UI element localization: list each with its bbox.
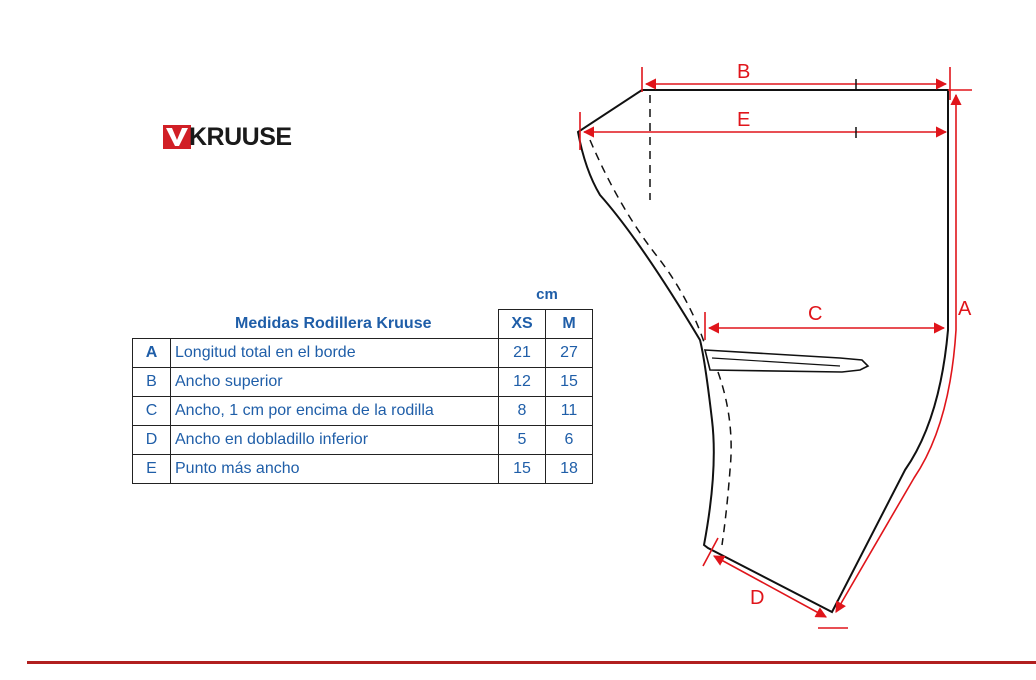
dim-label-a: A [958, 298, 972, 320]
row-value-xs: 8 [499, 397, 546, 426]
dim-label-b: B [737, 61, 751, 83]
row-value-m: 27 [546, 339, 593, 368]
row-value-m: 6 [546, 426, 593, 455]
unit-label: cm [536, 286, 558, 303]
size-header-xs: XS [499, 310, 546, 339]
dim-label-e: E [737, 109, 751, 131]
strap [705, 350, 868, 372]
row-letter: E [133, 455, 171, 484]
bottom-divider [27, 661, 1036, 664]
row-value-m: 18 [546, 455, 593, 484]
table-title: Medidas Rodillera Kruuse [235, 314, 432, 332]
row-letter: A [133, 339, 171, 368]
brand-name: KRUUSE [189, 123, 292, 151]
size-header-m: M [546, 310, 593, 339]
row-value-xs: 12 [499, 368, 546, 397]
dim-label-d: D [750, 587, 765, 609]
row-letter: B [133, 368, 171, 397]
brace-outline [578, 90, 948, 612]
strap-inner-line [712, 358, 840, 366]
row-value-xs: 21 [499, 339, 546, 368]
dim-label-c: C [808, 303, 823, 325]
row-label: Ancho superior [171, 368, 499, 397]
seam-dashed-lower [718, 372, 731, 545]
row-value-xs: 5 [499, 426, 546, 455]
row-letter: D [133, 426, 171, 455]
row-letter: C [133, 397, 171, 426]
row-value-m: 11 [546, 397, 593, 426]
row-value-m: 15 [546, 368, 593, 397]
row-value-xs: 15 [499, 455, 546, 484]
dim-line-d [714, 556, 826, 617]
row-label: Longitud total en el borde [171, 339, 499, 368]
row-label: Punto más ancho [171, 455, 499, 484]
row-label: Ancho en dobladillo inferior [171, 426, 499, 455]
row-label: Ancho, 1 cm por encima de la rodilla [171, 397, 499, 426]
dim-line-a [836, 95, 956, 612]
seam-dashed-side [590, 140, 705, 345]
